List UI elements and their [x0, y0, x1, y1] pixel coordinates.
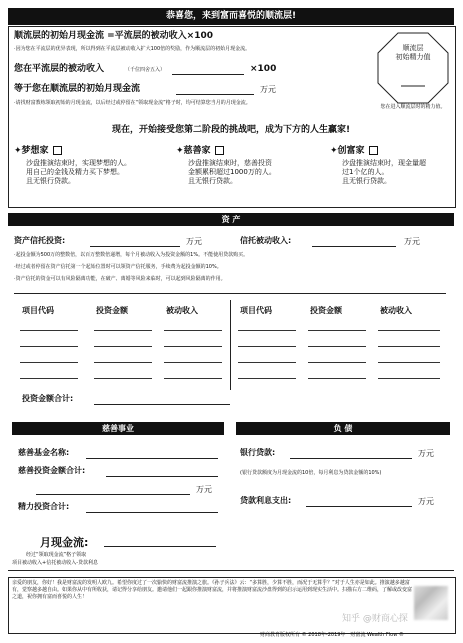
asset-cell[interactable]: [20, 362, 78, 363]
top-banner: 恭喜您，来到富而喜悦的顺流层!: [8, 8, 454, 25]
charity-fund-label: 慈善基金名称:: [18, 448, 70, 457]
interest-label: 贷款利息支出:: [240, 496, 292, 505]
winner-desc: 且无银行贷款。: [26, 177, 75, 185]
liabilities-header: 负 债: [236, 422, 450, 435]
asset-cell[interactable]: [20, 378, 78, 379]
asset-cell[interactable]: [238, 362, 296, 363]
assets-note-2: ·经过或者停留在资产信托第一个起始位置时可以领资产信托服务，手续费为起投金额的10%。: [14, 264, 222, 270]
asset-cell[interactable]: [378, 346, 440, 347]
asset-cell[interactable]: [94, 362, 152, 363]
asset-cell[interactable]: [308, 330, 366, 331]
trust-label: 资产信托投资:: [14, 236, 66, 245]
asset-cell[interactable]: [308, 378, 366, 379]
formula-line3-label: 等于您在顺流层的初始月现金流: [14, 84, 141, 94]
interest-input[interactable]: [306, 506, 412, 507]
formula-line2-mult: ×100: [250, 64, 277, 74]
asset-total-input[interactable]: [94, 404, 230, 405]
col-header: 被动收入: [166, 306, 198, 315]
winner-desc: 金额累积超过1000万的人。: [188, 168, 276, 176]
star-icon: ✦: [14, 146, 22, 156]
winner-desc: 沙盘推演结束时，慈善投资: [188, 159, 272, 167]
col-header: 投资金额: [96, 306, 128, 315]
dreamer-checkbox[interactable]: [53, 146, 62, 155]
winner-dreamer: [14, 146, 164, 186]
challenge-text: 现在，开始接受您第二阶段的挑战吧，成为下方的人生赢家!: [111, 125, 351, 135]
winner-desc: 过1个亿的人。: [342, 168, 389, 176]
divider: [14, 293, 446, 294]
winner-title: 慈善家: [183, 146, 211, 156]
trust-unit: 万元: [186, 237, 202, 246]
winner-desc: 且无银行贷款。: [342, 177, 391, 185]
loan-label: 银行贷款:: [240, 448, 276, 457]
charity-header: 慈善事业: [12, 422, 224, 435]
cashflow-note2: 项目被动收入+信托被动收入-贷款利息: [12, 560, 98, 566]
footer-text: 亲爱的朋友，你好！我是财富流的发明人欧九。希望你度过了一次愉快的财富流推演之旅。《孙子兵法》云：“多算胜，少算不胜，而况于无算乎？”对于人生亦是如此。推演越多越富有，觉察越多越自由。如果你从中有所收获，请记得分享给朋友。邀请他们一起跟你推演财富流，并将推演财富流沙盘得到的启示运用到现实生活中。扫描右方二维码，了解或改变富之道，祝你拥有富而喜悦的人生！: [12, 580, 413, 600]
winner-title: 创富家: [337, 146, 365, 156]
col-header: 被动收入: [380, 306, 412, 315]
asset-cell[interactable]: [308, 346, 366, 347]
winner-desc: 沙盘推演结束时，现金量超: [342, 159, 426, 167]
winner-philanthropist: [176, 146, 316, 186]
charity-fund-input[interactable]: [86, 458, 218, 459]
charity-energy-input[interactable]: [86, 512, 218, 513]
cashflow-note1: 经过“领取现金流”格子领取: [26, 552, 87, 558]
asset-cell[interactable]: [378, 330, 440, 331]
asset-cell[interactable]: [378, 362, 440, 363]
passive-income-input[interactable]: [172, 74, 244, 75]
cashflow-label: 月现金流:: [40, 536, 89, 549]
interest-unit: 万元: [418, 497, 434, 506]
asset-cell[interactable]: [378, 378, 440, 379]
charity-total-line2[interactable]: [36, 494, 190, 495]
assets-note-1: ·起投金额为500万的整数倍，以百万整数倍递增，每个月被动收入为投资金额的1%。不能使用贷款购买。: [14, 252, 249, 258]
energy-octagon: [377, 32, 449, 104]
loan-unit: 万元: [418, 449, 434, 458]
qr-code: [414, 586, 448, 620]
asset-total-label: 投资金额合计:: [22, 394, 74, 403]
winner-wealth-creator: [330, 146, 450, 186]
asset-cell[interactable]: [94, 330, 152, 331]
asset-cell[interactable]: [94, 346, 152, 347]
trust-input[interactable]: [90, 246, 180, 247]
col-header: 项目代码: [240, 306, 272, 315]
formula-line3-unit: 万元: [260, 85, 276, 94]
winner-desc: 沙盘推演结束时，实现梦想的人。: [26, 159, 131, 167]
asset-cell[interactable]: [164, 330, 222, 331]
charity-energy-label: 精力投资合计:: [18, 502, 70, 511]
energy-note: 您在进入顺流层时的精力值。: [380, 104, 446, 110]
asset-cell[interactable]: [238, 378, 296, 379]
assets-note-3: ·资产信托的资金可以有风险隔离功能，在破产、离婚等风险来临时，可以起到风险隔离的作用。: [14, 276, 226, 282]
charity-total-label: 慈善投资金额合计:: [18, 466, 86, 475]
initial-cashflow-input[interactable]: [176, 94, 254, 95]
asset-cell[interactable]: [164, 346, 222, 347]
trust-income-input[interactable]: [312, 246, 396, 247]
energy-title: 顺流层 初始精力值: [395, 44, 431, 61]
trust-income-label: 信托被动收入:: [240, 236, 292, 245]
formula-note2: ·请找财富教练领取初始的月现金流，以后经过或停留在“领取现金流”格子时，均可结算您当月的月现金流。: [14, 100, 251, 106]
asset-cell[interactable]: [20, 330, 78, 331]
winner-title: 梦想家: [21, 146, 49, 156]
philanthropist-checkbox[interactable]: [215, 146, 224, 155]
assets-header: 资 产: [8, 213, 454, 226]
formula-line1: 顺流层的初始月现金流 =平流层的被动收入×100: [14, 31, 214, 41]
watermark: 知乎 @财商心探: [342, 614, 408, 624]
asset-cell[interactable]: [94, 378, 152, 379]
charity-total-input[interactable]: [106, 476, 218, 477]
asset-cell[interactable]: [308, 362, 366, 363]
formula-line2-hint: （千位四舍五入）: [125, 67, 166, 73]
cashflow-input[interactable]: [104, 546, 216, 547]
star-icon: ✦: [330, 146, 338, 156]
asset-cell[interactable]: [164, 362, 222, 363]
formula-line2-label: 您在平流层的被动收入: [14, 64, 105, 74]
divider: [8, 570, 454, 571]
loan-input[interactable]: [290, 458, 412, 459]
asset-cell[interactable]: [238, 330, 296, 331]
divider: [230, 300, 231, 390]
footer-copyright: 财商教育版权所有 © 2018年-2019年 财富流 Wealth Flow ®: [260, 632, 404, 638]
wealth-creator-checkbox[interactable]: [369, 146, 378, 155]
col-header: 投资金额: [310, 306, 342, 315]
trust-income-unit: 万元: [404, 237, 420, 246]
winner-desc: 且无银行贷款。: [188, 177, 237, 185]
winner-desc: 用自己的金钱及精力买下梦想。: [26, 168, 124, 176]
asset-cell[interactable]: [20, 346, 78, 347]
star-icon: ✦: [176, 146, 184, 156]
charity-total-unit: 万元: [196, 485, 212, 494]
asset-cell[interactable]: [238, 346, 296, 347]
loan-note: (银行贷款额度为月现金流的10倍，每月利息为贷款金额的10%): [240, 470, 382, 476]
formula-note1: ·因为您在平流层的优异表现，所以得到在平流层被动收入扩大100倍的奖励，作为顺流层的初始月现金流。: [14, 46, 251, 52]
asset-cell[interactable]: [164, 378, 222, 379]
col-header: 项目代码: [22, 306, 54, 315]
